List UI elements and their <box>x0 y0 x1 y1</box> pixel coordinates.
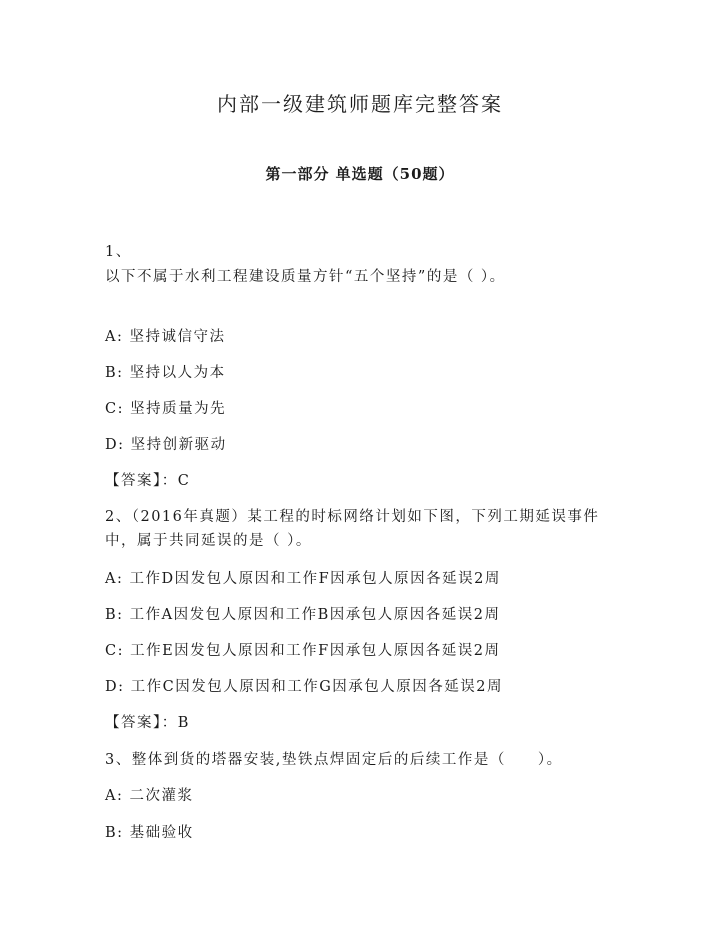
document-title: 内部一级建筑师题库完整答案 <box>217 92 503 116</box>
question-2-option-a: A: 工作D因发包人原因和工作F因承包人原因各延误2周 <box>105 571 501 587</box>
question-2-answer: 【答案】：B <box>105 715 190 731</box>
question-1-option-b: B: 坚持以人为本 <box>105 365 226 381</box>
question-1-option-a: A: 坚持诚信守法 <box>105 329 226 345</box>
question-1-stem: 以下不属于水利工程建设质量方针“五个坚持”的是（ ）。 <box>105 269 506 285</box>
question-3-stem: 3、整体到货的塔器安装,垫铁点焊固定后的后续工作是（ ）。 <box>105 752 563 768</box>
question-3-option-a: A: 二次灌浆 <box>105 788 194 804</box>
question-1-number: 1、 <box>105 244 132 260</box>
question-1-option-d: D: 坚持创新驱动 <box>105 437 227 453</box>
question-2-option-b: B: 工作A因发包人原因和工作B因承包人原因各延误2周 <box>105 607 501 623</box>
question-1-answer: 【答案】：C <box>105 473 191 489</box>
question-2-option-d: D: 工作C因发包人原因和工作G因承包人原因各延误2周 <box>105 679 504 695</box>
question-2-stem-line-1: 2、（2016年真题）某工程的时标网络计划如下图，下列工期延误事件 <box>105 509 600 525</box>
question-3-option-b: B: 基础验收 <box>105 825 194 841</box>
question-2-option-c: C: 工作E因发包人原因和工作F因承包人原因各延误2周 <box>105 643 501 659</box>
section-heading: 第一部分 单选题（50题） <box>265 165 455 183</box>
question-2-stem-line-2: 中，属于共同延误的是（ ）。 <box>105 533 312 549</box>
question-1-option-c: C: 坚持质量为先 <box>105 401 227 417</box>
